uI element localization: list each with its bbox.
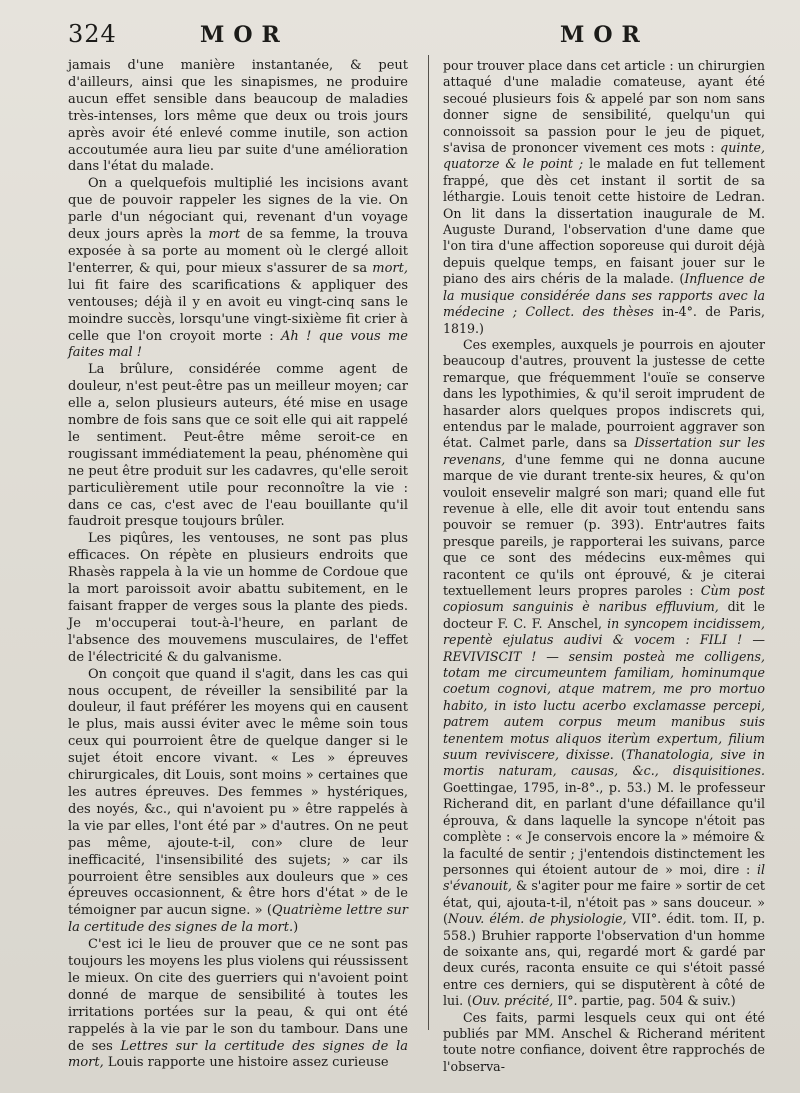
italic-latin-quote: Cùm post copiosum sanguinis è naribus effluvium,: [443, 583, 765, 615]
paragraph-text: lui fit faire des scarifications & appliquer des ventouses; déjà il y en avoit eu vingt-cinq sans le moindre succès, lorsqu'une vingt-sixième fit crier à celle que l'on croyoit morte :: [68, 277, 408, 344]
paragraph-text: le malade en fut tellement frappé, que dès cet instant il sortit de sa léthargie. Louis tenoit cette histoire de Ledran. On lit dans la dissertation inaugurale de M. Auguste Durand, l'observation d'une dame que l'on tira d'une affection soporeuse qui duroit déjà depuis quelque temps, en faisant jouer sur le piano des airs chéris de la malade. (: [443, 156, 765, 287]
paragraph-text: in-4°. de Paris, 1819.): [443, 304, 765, 336]
paragraph: [68, 362, 408, 531]
paragraph-text: C'est ici le lieu de prouver que ce ne sont pas toujours les moyens les plus violens qui réussissent le mieux. On cite des guerriers qui n'avoient point donné de marque de sensibilité à toutes les irritations portées sur la peau, & qui ont été rappelés à la vie par le son du tambour. Dans une de ses: [68, 937, 408, 1054]
paragraph-text: Les piqûres, les ventouses, ne sont pas plus efficaces. On répète en plusieurs endroits que Rhasès rappela à la vie un homme de Cordoue que la mort paroissoit avoir abattu subitement, en le faisant frapper de verges sous la plante des pieds. Je m'occuperai tout-à-l'heure, en parlant de l'absence des mouvemens musculaires, de l'effet de l'électricité & du galvanisme.: [68, 531, 408, 665]
paragraph-text: pour trouver place dans cet article : un chirurgien attaqué d'une maladie comateuse, ayant été secoué plusieurs fois & appelé par son nom sans donner signe de sensibilité, quelqu'un qui connoissoit sa passion pour le jeu de piquet, s'avisa de prononcer vivement ces mots :: [443, 58, 765, 156]
italic-citation: Ouv. précité,: [472, 993, 554, 1009]
italic-text: il s'évanouit,: [443, 861, 765, 894]
left-column: [68, 58, 408, 1072]
italic-citation: Thanatologia, sive in mortis naturam, causas, &c., disquisitiones.: [443, 747, 765, 779]
paragraph: [68, 58, 408, 176]
paragraph: [443, 337, 765, 1010]
paragraph-text: de sa femme, la trouva exposée à sa porte au moment où le clergé alloit l'enterrer, & qui, pour mieux s'assurer de sa: [68, 227, 408, 276]
paragraph-text: Ces exemples, auxquels je pourrois en ajouter beaucoup d'autres, prouvent la justesse de cette remarque, que fréquemment l'ouïe se conserve dans les lypothimies, & qu'il seroit imprudent de hasarder alors quelques propos indiscrets qui, entendus par le malade, pourroient aggraver son état. Calmet parle, dans sa: [443, 336, 765, 451]
paragraph-text: ): [293, 920, 299, 936]
paragraph: [68, 531, 408, 666]
paragraph-text: jamais d'une manière instantanée, & peut d'ailleurs, ainsi que les sinapismes, ne produire aucun effet sensible dans beaucoup de maladies très-intenses, lors même que deux ou trois jours après avoir été enlevé comme inutile, son action accoutumée aura lieu par suite d'une amélioration dans l'état du malade.: [68, 58, 408, 175]
paragraph: [443, 58, 765, 337]
running-head-left: MOR: [200, 22, 289, 48]
paragraph-text: (: [613, 747, 626, 763]
italic-citation: Influence de la musique considérée dans ses rapports avec la médecine ; Collect. des thèses: [443, 271, 766, 320]
paragraph-text: dit le docteur F. C. F. Anschel,: [443, 599, 766, 631]
italic-text: mort: [208, 227, 241, 243]
running-head-right: MOR: [560, 22, 649, 48]
italic-latin-quote: in syncopem incidissem, repentè ejulatus audivi & vocem : FILI ! — REVIVISCIT ! — sensim posteà me colligens, totam me circumeuntem familiam, hominumque coetum cognovi, atque matrem, me pro mortuo habito, in isto luctu acerbo exclamasse percepi, patrem autem corpus meum manibus suis tenentem motus aliquos iterùm expertum, filium suum reviviscere, dixisse.: [443, 615, 765, 763]
italic-citation: Quatrième lettre sur la certitude des signes de la mort.: [68, 903, 408, 936]
paragraph-text: & s'agiter pour me faire » sortir de cet état, qui, ajouta-t-il, n'étoit pas » sans douceur. » (: [443, 878, 765, 927]
italic-text: mort,: [372, 260, 408, 276]
paragraph-text: On conçoit que quand il s'agit, dans les cas qui nous occupent, de réveiller la sensibilité par la douleur, il faut préférer les moyens qui en causent le plus, mais aussi éviter avec le même soin tous ceux qui pourroient être de quelque danger si le sujet étoit encore vivant. « Les » épreuves chirurgicales, dit Louis, sont moins » certaines que les autres épreuves. Des femmes » hystériques, des noyés, &c., qui n'avoient pu » être rappelés à la vie par elles, l'ont été par » d'autres. On ne peut pas même, ajoute-t-il, con» clure de leur inefficacité, l'insensibilité des sujets; » car ils pourroient être sensibles aux douleurs que » ces épreuves occasionnent, & être hors d'état » de le témoigner par aucun signe. » (: [68, 666, 408, 919]
italic-citation: Nouv. élém. de physiologie,: [447, 911, 627, 927]
page-header: [0, 20, 800, 52]
paragraph-text: II°. partie, pag. 504 & suiv.): [553, 993, 736, 1009]
paragraph: [68, 176, 408, 362]
paragraph: [68, 937, 408, 1072]
right-column: [443, 58, 765, 1075]
paragraph-text: Ces faits, parmi lesquels ceux qui ont été publiés par MM. Anschel & Richerand méritent toute notre confiance, doivent être rapprochés de l'observa-: [443, 1009, 765, 1074]
italic-text: Ah ! que vous me faites mal !: [68, 328, 408, 361]
paragraph-text: d'une femme qui ne donna aucune marque de vie durant trente-six heures, & qu'on vouloit ensevelir malgré son mari; quand elle fut revenue à elle, elle dit avoir tout entendu sans pouvoir se remuer (p. 393). Entr'autres faits presque pareils, je rapporterai les suivans, parce que ce sont des médecins eux-mêmes qui racontent ce qu'ils ont éprouvé, & je citerai textuellement leurs propres paroles :: [443, 451, 765, 598]
page-number: 324: [68, 20, 117, 48]
paragraph-text: Goettingae, 1795, in-8°., p. 53.) M. le professeur Richerand dit, en parlant d'une défaillance qu'il éprouva, & dans laquelle la syncope n'étoit pas complète : « Je conservois encore la » mémoire & la faculté de sentir ; j'entendois distinctement les personnes qui étoient autour de » moi, dire :: [443, 779, 765, 877]
paragraph-text: On a quelquefois multiplié les incisions avant que de pouvoir rappeler les signes de la vie. On parle d'un négociant qui, revenant d'un voyage deux jours après la: [68, 176, 408, 243]
paragraph: [443, 1010, 765, 1076]
italic-text: quinte, quatorze & le point ;: [443, 140, 765, 172]
paragraph: [68, 667, 408, 938]
paragraph-text: VII°. édit. tom. II, p. 558.) Bruhier rapporte l'observation d'un homme de soixante ans, qui, regardé mort & gardé par deux curés, raconta ensuite ce qui s'étoit passé entre ces derniers, qui se disputèrent à côté de lui. (: [443, 911, 765, 1009]
italic-citation: Lettres sur la certitude des signes de la mort,: [68, 1038, 408, 1071]
column-divider: [428, 55, 429, 1030]
paragraph-text: Louis rapporte une histoire assez curieuse: [103, 1055, 389, 1071]
italic-citation: Dissertation sur les revenans,: [443, 435, 765, 467]
paragraph-text: La brûlure, considérée comme agent de douleur, n'est peut-être pas un meilleur moyen; car elle a, selon plusieurs auteurs, été mise en usage nombre de fois sans que ce soit elle qui ait rappelé le sentiment. Peut-être même seroit-ce en rougissant immédiatement la peau, phénomène qui ne peut être produit sur les cadavres, qu'elle seroit particulièrement utile pour reconnoître la vie : dans ce cas, c'est avec de l'eau bouillante qu'il faudroit presque toujours brûler.: [68, 362, 408, 530]
